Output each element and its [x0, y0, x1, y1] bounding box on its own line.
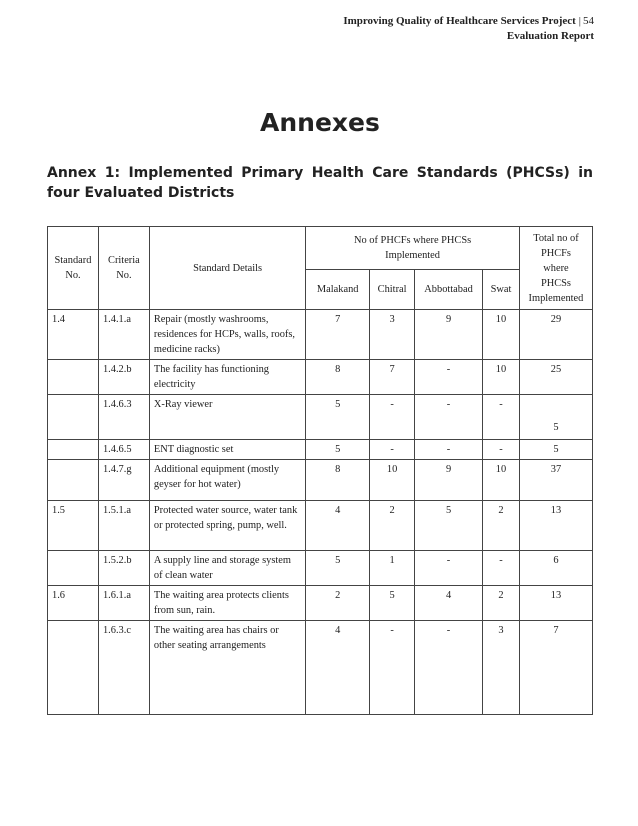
cell-details: Repair (mostly washrooms, residences for HCPs, walls, roofs, medicine racks) [149, 310, 305, 360]
cell-standard [48, 395, 99, 440]
cell-malakand: 4 [306, 501, 370, 551]
cell-abbottabad: 4 [415, 586, 483, 621]
table-row [48, 440, 593, 460]
cell-standard: 1.4 [48, 310, 99, 360]
cell-malakand: 8 [306, 360, 370, 395]
cell-chitral: - [370, 621, 415, 715]
header-separator: | [578, 15, 581, 27]
cell-criteria: 1.4.2.b [98, 360, 149, 395]
header-line-1 [343, 14, 594, 29]
table-row [48, 501, 593, 551]
cell-standard [48, 551, 99, 586]
cell-swat: 2 [483, 501, 520, 551]
cell-total: 25 [519, 360, 592, 395]
table-row [48, 360, 593, 395]
table-row [48, 551, 593, 586]
cell-criteria: 1.4.1.a [98, 310, 149, 360]
cell-abbottabad: - [415, 440, 483, 460]
cell-details: A supply line and storage system of clean water [149, 551, 305, 586]
page-title: Annexes [260, 108, 380, 137]
cell-criteria: 1.6.1.a [98, 586, 149, 621]
cell-swat: 10 [483, 460, 520, 501]
header-total: Total no of PHCFs where PHCSs Implemented [519, 227, 592, 310]
report-title: Evaluation Report [506, 30, 594, 42]
cell-swat: - [483, 395, 520, 440]
cell-chitral: 3 [370, 310, 415, 360]
table-row [48, 586, 593, 621]
cell-details: The waiting area has chairs or other seating arrangements [149, 621, 305, 715]
annex-subtitle: Annex 1: Implemented Primary Health Care Standards (PHCSs) in four Evaluated Districts [47, 165, 593, 201]
cell-malakand: 4 [306, 621, 370, 715]
cell-malakand: 5 [306, 395, 370, 440]
cell-details: Additional equipment (mostly geyser for hot water) [149, 460, 305, 501]
header-chitral: Chitral [370, 270, 415, 310]
header-standard-details: Standard Details [149, 227, 305, 310]
cell-standard: 1.5 [48, 501, 99, 551]
cell-chitral: 1 [370, 551, 415, 586]
header-swat: Swat [483, 270, 520, 310]
table-row [48, 621, 593, 715]
table-row [48, 395, 593, 440]
cell-total: 13 [519, 501, 592, 551]
standards-table [47, 226, 593, 715]
cell-total: 6 [519, 551, 592, 586]
cell-total: 37 [519, 460, 592, 501]
cell-standard [48, 360, 99, 395]
table-row [48, 310, 593, 360]
cell-malakand: 5 [306, 551, 370, 586]
table-row [48, 460, 593, 501]
cell-swat: 3 [483, 621, 520, 715]
cell-criteria: 1.6.3.c [98, 621, 149, 715]
header-standard-no: Standard No. [48, 227, 99, 310]
cell-total: 7 [519, 621, 592, 715]
cell-total: 5 [519, 440, 592, 460]
cell-standard: 1.6 [48, 586, 99, 621]
cell-abbottabad: - [415, 395, 483, 440]
cell-details: Protected water source, water tank or protected spring, pump, well. [149, 501, 305, 551]
cell-standard [48, 460, 99, 501]
cell-abbottabad: - [415, 360, 483, 395]
page-number: 54 [583, 15, 594, 27]
cell-chitral: 7 [370, 360, 415, 395]
cell-criteria: 1.4.6.3 [98, 395, 149, 440]
cell-total: 29 [519, 310, 592, 360]
cell-chitral: 2 [370, 501, 415, 551]
header-malakand: Malakand [306, 270, 370, 310]
cell-total: 13 [519, 586, 592, 621]
cell-chitral: 10 [370, 460, 415, 501]
cell-swat: - [483, 551, 520, 586]
cell-chitral: - [370, 440, 415, 460]
header-group: No of PHCFs where PHCSs Implemented [306, 227, 520, 270]
cell-criteria: 1.5.1.a [98, 501, 149, 551]
cell-malakand: 2 [306, 586, 370, 621]
project-title: Improving Quality of Healthcare Services Project [343, 15, 576, 27]
cell-abbottabad: - [415, 551, 483, 586]
cell-swat: - [483, 440, 520, 460]
header-abbottabad: Abbottabad [415, 270, 483, 310]
cell-chitral: 5 [370, 586, 415, 621]
cell-details: ENT diagnostic set [149, 440, 305, 460]
cell-malakand: 5 [306, 440, 370, 460]
cell-malakand: 7 [306, 310, 370, 360]
cell-abbottabad: 9 [415, 310, 483, 360]
cell-swat: 10 [483, 360, 520, 395]
cell-malakand: 8 [306, 460, 370, 501]
cell-swat: 2 [483, 586, 520, 621]
header-criteria-no: Criteria No. [98, 227, 149, 310]
cell-abbottabad: - [415, 621, 483, 715]
cell-criteria: 1.4.6.5 [98, 440, 149, 460]
cell-abbottabad: 5 [415, 501, 483, 551]
cell-abbottabad: 9 [415, 460, 483, 501]
cell-swat: 10 [483, 310, 520, 360]
page-header [343, 14, 594, 44]
cell-details: The waiting area protects clients from sun, rain. [149, 586, 305, 621]
cell-details: The facility has functioning electricity [149, 360, 305, 395]
cell-standard [48, 621, 99, 715]
cell-total: 5 [519, 395, 592, 440]
cell-standard [48, 440, 99, 460]
cell-details: X-Ray viewer [149, 395, 305, 440]
cell-criteria: 1.4.7.g [98, 460, 149, 501]
cell-criteria: 1.5.2.b [98, 551, 149, 586]
cell-chitral: - [370, 395, 415, 440]
